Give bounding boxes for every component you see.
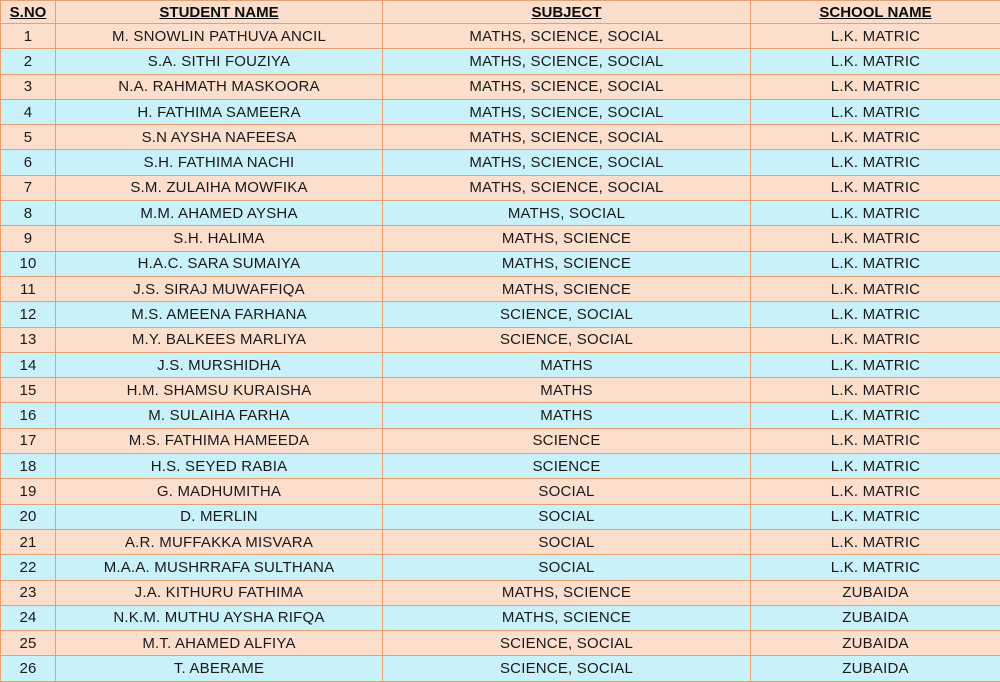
cell-sno: 26 [1, 656, 56, 681]
cell-subject: SCIENCE, SOCIAL [383, 631, 751, 656]
header-row [1, 1, 1000, 24]
cell-student-name: S.H. FATHIMA NACHI [56, 150, 383, 175]
table-row [1, 428, 1000, 453]
cell-student-name: M.A.A. MUSHRRAFA SULTHANA [56, 555, 383, 580]
cell-subject: MATHS, SCIENCE, SOCIAL [383, 49, 751, 74]
table-row [1, 125, 1000, 150]
cell-subject: SCIENCE, SOCIAL [383, 302, 751, 327]
cell-school-name: L.K. MATRIC [751, 504, 1000, 529]
cell-sno: 5 [1, 125, 56, 150]
cell-sno: 22 [1, 555, 56, 580]
cell-student-name: S.N AYSHA NAFEESA [56, 125, 383, 150]
cell-sno: 11 [1, 276, 56, 301]
table-row [1, 580, 1000, 605]
table-row [1, 605, 1000, 630]
table-row [1, 479, 1000, 504]
cell-school-name: L.K. MATRIC [751, 49, 1000, 74]
cell-subject: SCIENCE [383, 454, 751, 479]
table-row [1, 150, 1000, 175]
cell-subject: SCIENCE, SOCIAL [383, 327, 751, 352]
cell-sno: 1 [1, 24, 56, 49]
table-row [1, 201, 1000, 226]
cell-sno: 2 [1, 49, 56, 74]
cell-sno: 10 [1, 251, 56, 276]
cell-subject: MATHS, SCIENCE, SOCIAL [383, 175, 751, 200]
cell-school-name: L.K. MATRIC [751, 529, 1000, 554]
table-row [1, 49, 1000, 74]
table-body [1, 24, 1000, 682]
cell-school-name: ZUBAIDA [751, 656, 1000, 681]
cell-sno: 19 [1, 479, 56, 504]
cell-sno: 12 [1, 302, 56, 327]
table-row [1, 302, 1000, 327]
cell-subject: MATHS, SCIENCE, SOCIAL [383, 150, 751, 175]
cell-sno: 21 [1, 529, 56, 554]
cell-subject: SOCIAL [383, 479, 751, 504]
cell-school-name: L.K. MATRIC [751, 201, 1000, 226]
table-row [1, 631, 1000, 656]
cell-school-name: L.K. MATRIC [751, 125, 1000, 150]
header-sno: S.NO [1, 1, 56, 24]
cell-sno: 24 [1, 605, 56, 630]
cell-subject: SCIENCE [383, 428, 751, 453]
table-row [1, 352, 1000, 377]
cell-school-name: L.K. MATRIC [751, 24, 1000, 49]
cell-subject: MATHS [383, 378, 751, 403]
cell-school-name: L.K. MATRIC [751, 555, 1000, 580]
cell-school-name: L.K. MATRIC [751, 99, 1000, 124]
cell-subject: MATHS, SCIENCE, SOCIAL [383, 99, 751, 124]
table-row [1, 529, 1000, 554]
table-row [1, 226, 1000, 251]
cell-sno: 23 [1, 580, 56, 605]
cell-student-name: H.M. SHAMSU KURAISHA [56, 378, 383, 403]
cell-subject: MATHS, SOCIAL [383, 201, 751, 226]
cell-school-name: L.K. MATRIC [751, 226, 1000, 251]
cell-student-name: M. SULAIHA FARHA [56, 403, 383, 428]
table-row [1, 656, 1000, 681]
cell-school-name: L.K. MATRIC [751, 378, 1000, 403]
cell-sno: 14 [1, 352, 56, 377]
cell-sno: 17 [1, 428, 56, 453]
cell-student-name: S.M. ZULAIHA MOWFIKA [56, 175, 383, 200]
table-row [1, 454, 1000, 479]
cell-school-name: L.K. MATRIC [751, 479, 1000, 504]
cell-sno: 4 [1, 99, 56, 124]
cell-sno: 25 [1, 631, 56, 656]
cell-school-name: ZUBAIDA [751, 580, 1000, 605]
header-student-name: STUDENT NAME [56, 1, 383, 24]
cell-student-name: H.A.C. SARA SUMAIYA [56, 251, 383, 276]
cell-school-name: L.K. MATRIC [751, 74, 1000, 99]
cell-student-name: G. MADHUMITHA [56, 479, 383, 504]
cell-subject: MATHS, SCIENCE [383, 251, 751, 276]
table-row [1, 504, 1000, 529]
cell-student-name: M. SNOWLIN PATHUVA ANCIL [56, 24, 383, 49]
cell-sno: 8 [1, 201, 56, 226]
cell-student-name: M.Y. BALKEES MARLIYA [56, 327, 383, 352]
cell-subject: MATHS, SCIENCE [383, 605, 751, 630]
cell-student-name: S.A. SITHI FOUZIYA [56, 49, 383, 74]
cell-school-name: L.K. MATRIC [751, 276, 1000, 301]
cell-school-name: L.K. MATRIC [751, 175, 1000, 200]
cell-sno: 15 [1, 378, 56, 403]
cell-student-name: N.K.M. MUTHU AYSHA RIFQA [56, 605, 383, 630]
cell-student-name: M.T. AHAMED ALFIYA [56, 631, 383, 656]
cell-subject: SCIENCE, SOCIAL [383, 656, 751, 681]
cell-student-name: M.S. FATHIMA HAMEEDA [56, 428, 383, 453]
cell-student-name: J.S. MURSHIDHA [56, 352, 383, 377]
cell-school-name: L.K. MATRIC [751, 352, 1000, 377]
cell-school-name: L.K. MATRIC [751, 302, 1000, 327]
cell-subject: MATHS, SCIENCE, SOCIAL [383, 24, 751, 49]
cell-sno: 6 [1, 150, 56, 175]
table-row [1, 99, 1000, 124]
cell-school-name: L.K. MATRIC [751, 150, 1000, 175]
cell-subject: MATHS, SCIENCE [383, 276, 751, 301]
header-school-name: SCHOOL NAME [751, 1, 1000, 24]
cell-sno: 16 [1, 403, 56, 428]
cell-student-name: S.H. HALIMA [56, 226, 383, 251]
cell-student-name: A.R. MUFFAKKA MISVARA [56, 529, 383, 554]
cell-school-name: L.K. MATRIC [751, 403, 1000, 428]
table-row [1, 24, 1000, 49]
cell-subject: MATHS [383, 403, 751, 428]
header-subject: SUBJECT [383, 1, 751, 24]
cell-student-name: M.M. AHAMED AYSHA [56, 201, 383, 226]
cell-subject: SOCIAL [383, 504, 751, 529]
cell-subject: MATHS, SCIENCE, SOCIAL [383, 74, 751, 99]
table-row [1, 378, 1000, 403]
cell-sno: 13 [1, 327, 56, 352]
cell-sno: 18 [1, 454, 56, 479]
table-row [1, 175, 1000, 200]
cell-subject: SOCIAL [383, 529, 751, 554]
cell-student-name: M.S. AMEENA FARHANA [56, 302, 383, 327]
cell-student-name: J.A. KITHURU FATHIMA [56, 580, 383, 605]
cell-student-name: N.A. RAHMATH MASKOORA [56, 74, 383, 99]
cell-subject: MATHS, SCIENCE, SOCIAL [383, 125, 751, 150]
table-header [1, 1, 1000, 24]
cell-sno: 20 [1, 504, 56, 529]
table-row [1, 327, 1000, 352]
cell-school-name: L.K. MATRIC [751, 454, 1000, 479]
cell-school-name: ZUBAIDA [751, 631, 1000, 656]
table-row [1, 251, 1000, 276]
cell-subject: MATHS, SCIENCE [383, 580, 751, 605]
cell-sno: 7 [1, 175, 56, 200]
cell-student-name: H. FATHIMA SAMEERA [56, 99, 383, 124]
cell-sno: 3 [1, 74, 56, 99]
table-row [1, 403, 1000, 428]
cell-school-name: L.K. MATRIC [751, 428, 1000, 453]
cell-sno: 9 [1, 226, 56, 251]
cell-student-name: J.S. SIRAJ MUWAFFIQA [56, 276, 383, 301]
cell-school-name: L.K. MATRIC [751, 327, 1000, 352]
cell-school-name: L.K. MATRIC [751, 251, 1000, 276]
table-row [1, 74, 1000, 99]
table-row [1, 555, 1000, 580]
cell-subject: MATHS, SCIENCE [383, 226, 751, 251]
cell-school-name: ZUBAIDA [751, 605, 1000, 630]
cell-subject: MATHS [383, 352, 751, 377]
cell-student-name: D. MERLIN [56, 504, 383, 529]
cell-student-name: H.S. SEYED RABIA [56, 454, 383, 479]
cell-student-name: T. ABERAME [56, 656, 383, 681]
cell-subject: SOCIAL [383, 555, 751, 580]
table-row [1, 276, 1000, 301]
